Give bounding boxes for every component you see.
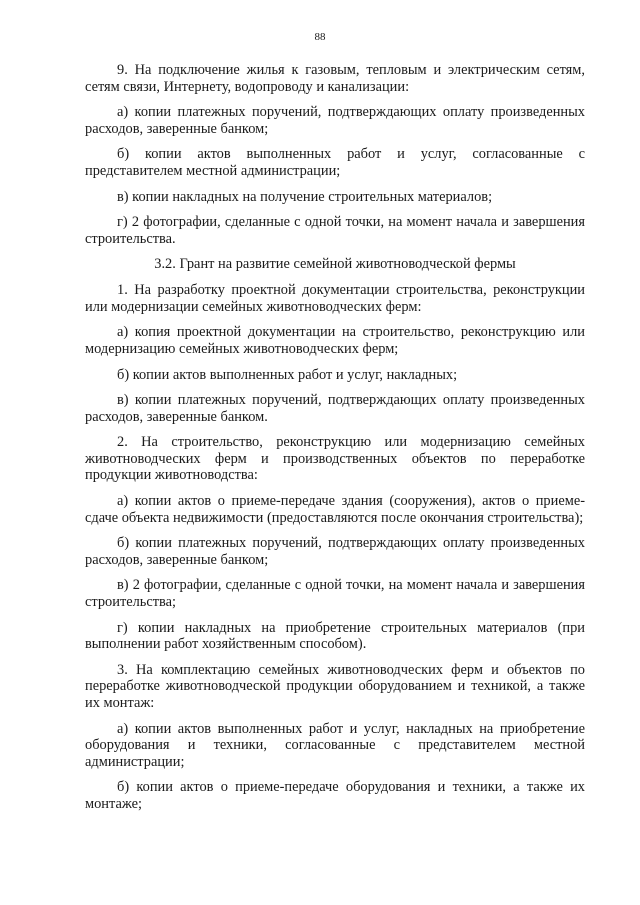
paragraph-sub-g: г) копии накладных на приобретение строительных материалов (при выполнении работ хозяйственным способом). [85, 619, 585, 653]
paragraph-item-1: 1. На разработку проектной документации строительства, реконструкции или модернизации семейных животноводческих ферм: [85, 282, 585, 315]
paragraph-sub-v: в) 2 фотографии, сделанные с одной точки, на момент начала и завершения строительства; [85, 577, 585, 610]
paragraph-item-2: 2. На строительство, реконструкцию или модернизацию семейных животноводческих ферм и производственных объектов по переработке продукции животноводства: [85, 434, 585, 484]
paragraph-sub-b: б) копии актов о приеме-передаче оборудования и техники, а также их монтаже; [85, 779, 585, 812]
paragraph-sub-v: в) копии платежных поручений, подтверждающих оплату произведенных расходов, заверенные банком. [85, 392, 585, 425]
document-body [85, 62, 585, 821]
paragraph-sub-b: б) копии платежных поручений, подтверждающих оплату произведенных расходов, заверенные банком; [85, 535, 585, 568]
paragraph-sub-a: а) копии платежных поручений, подтверждающих оплату произведенных расходов, заверенные банком; [85, 104, 585, 137]
paragraph-sub-a: а) копии актов о приеме-передаче здания (сооружения), актов о приеме-сдаче объекта недвижимости (предоставляются после окончания строительства); [85, 493, 585, 526]
paragraph-item-3: 3. На комплектацию семейных животноводческих ферм и объектов по переработке животноводческой продукции оборудованием и техникой, а также их монтаж: [85, 661, 585, 711]
paragraph-sub-b: б) копии актов выполненных работ и услуг, накладных; [117, 366, 458, 383]
paragraph-sub-a: а) копия проектной документации на строительство, реконструкцию или модернизацию семейных животноводческих ферм; [85, 324, 585, 357]
paragraph-sub-v: в) копии накладных на получение строительных материалов; [117, 188, 493, 205]
paragraph-item-9: 9. На подключение жилья к газовым, тепловым и электрическим сетям, сетям связи, Интернету, водопроводу и канализации: [85, 62, 585, 95]
section-heading: 3.2. Грант на развитие семейной животноводческой фермы [154, 256, 516, 273]
page-number: 88 [314, 31, 326, 43]
paragraph-sub-g: г) 2 фотографии, сделанные с одной точки, на момент начала и завершения строительства. [85, 214, 585, 247]
paragraph-sub-b: б) копии актов выполненных работ и услуг, согласованные с представителем местной администрации; [85, 146, 585, 179]
paragraph-sub-a: а) копии актов выполненных работ и услуг, накладных на приобретение оборудования и техники, согласованные с представителем местной администрации; [85, 720, 585, 770]
